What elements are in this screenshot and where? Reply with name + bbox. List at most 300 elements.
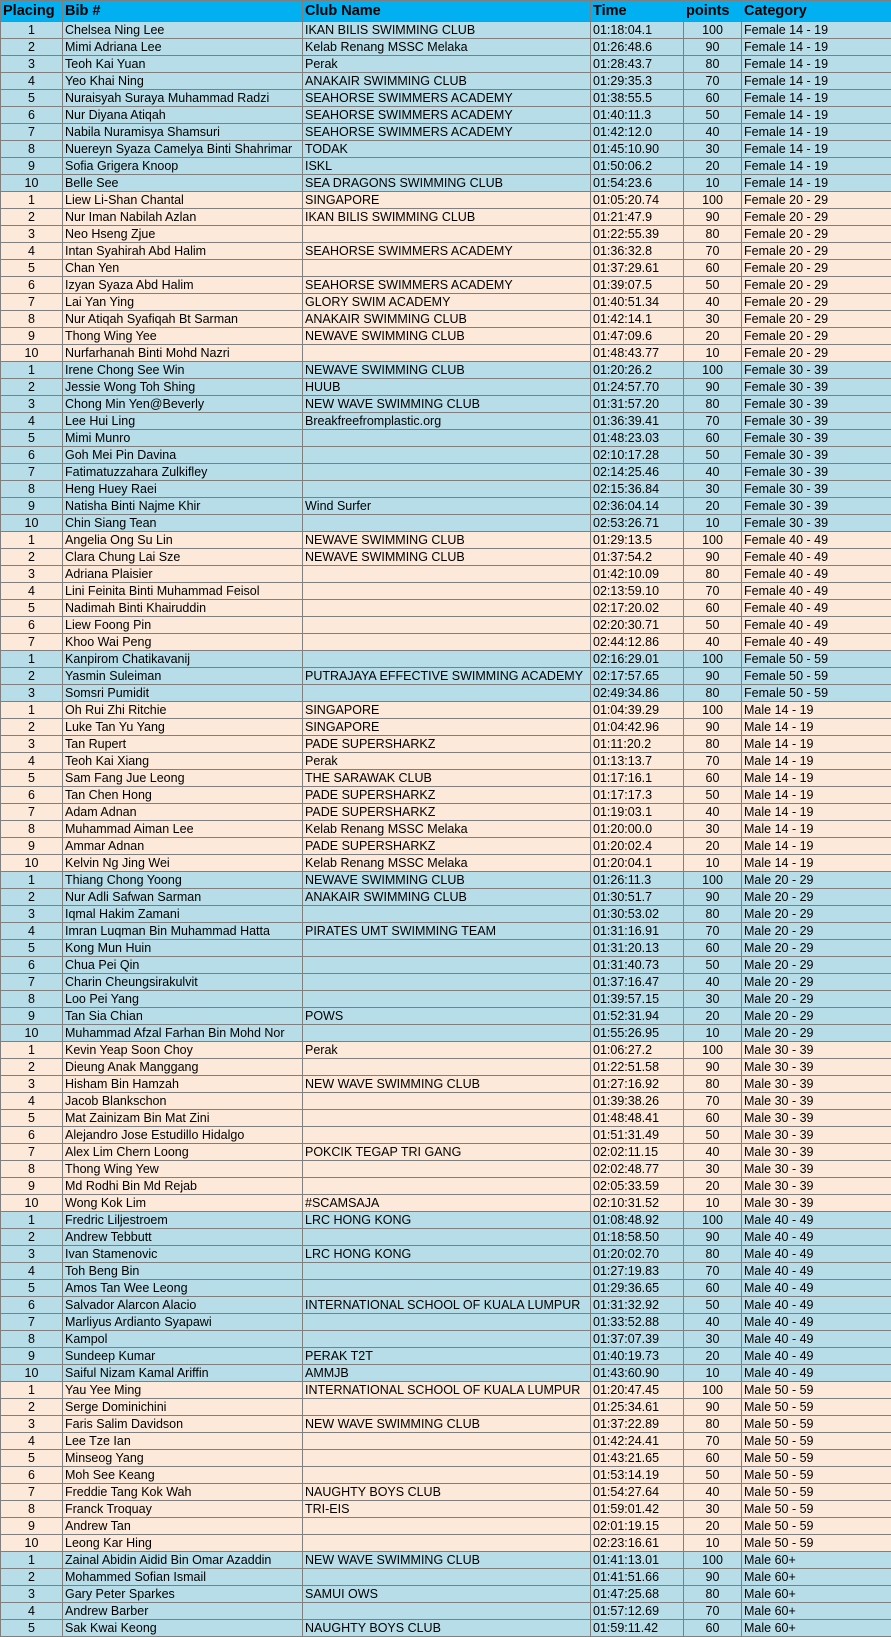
name-cell: Mohammed Sofian Ismail <box>63 1569 303 1586</box>
table-row <box>1 90 891 107</box>
table-row <box>1 413 891 430</box>
category-cell: Female 20 - 29 <box>742 311 891 328</box>
placing-cell: 1 <box>1 702 63 719</box>
club-cell: NEWAVE SWIMMING CLUB <box>303 872 591 889</box>
table-row <box>1 1263 891 1280</box>
time-cell: 01:31:20.13 <box>591 940 684 957</box>
points-cell: 70 <box>684 1263 742 1280</box>
time-cell: 01:29:36.65 <box>591 1280 684 1297</box>
time-cell: 01:41:13.01 <box>591 1552 684 1569</box>
placing-cell: 4 <box>1 1603 63 1620</box>
table-row <box>1 804 891 821</box>
name-cell: Andrew Tebbutt <box>63 1229 303 1246</box>
points-cell: 80 <box>684 56 742 73</box>
placing-cell: 8 <box>1 141 63 158</box>
table-row <box>1 328 891 345</box>
category-cell: Female 20 - 29 <box>742 209 891 226</box>
name-cell: Khoo Wai Peng <box>63 634 303 651</box>
table-row <box>1 515 891 532</box>
name-cell: Oh Rui Zhi Ritchie <box>63 702 303 719</box>
table-row <box>1 1467 891 1484</box>
name-cell: Franck Troquay <box>63 1501 303 1518</box>
time-cell: 01:20:00.0 <box>591 821 684 838</box>
time-cell: 02:36:04.14 <box>591 498 684 515</box>
category-cell: Male 40 - 49 <box>742 1331 891 1348</box>
points-cell: 40 <box>684 124 742 141</box>
time-cell: 02:49:34.86 <box>591 685 684 702</box>
name-cell: Intan Syahirah Abd Halim <box>63 243 303 260</box>
club-cell <box>303 1535 591 1552</box>
category-cell: Male 30 - 39 <box>742 1195 891 1212</box>
points-cell: 50 <box>684 1127 742 1144</box>
table-row <box>1 464 891 481</box>
name-cell: Yasmin Suleiman <box>63 668 303 685</box>
table-row <box>1 158 891 175</box>
time-cell: 01:17:17.3 <box>591 787 684 804</box>
points-cell: 90 <box>684 39 742 56</box>
category-cell: Male 50 - 59 <box>742 1467 891 1484</box>
club-cell: NAUGHTY BOYS CLUB <box>303 1620 591 1637</box>
category-cell: Male 40 - 49 <box>742 1229 891 1246</box>
time-cell: 01:18:58.50 <box>591 1229 684 1246</box>
placing-cell: 7 <box>1 974 63 991</box>
category-cell: Female 30 - 39 <box>742 515 891 532</box>
club-cell: NEW WAVE SWIMMING CLUB <box>303 1552 591 1569</box>
points-cell: 80 <box>684 1416 742 1433</box>
category-cell: Male 50 - 59 <box>742 1382 891 1399</box>
name-cell: Kelvin Ng Jing Wei <box>63 855 303 872</box>
name-cell: Clara Chung Lai Sze <box>63 549 303 566</box>
name-cell: Nur Adli Safwan Sarman <box>63 889 303 906</box>
club-cell: SEAHORSE SWIMMERS ACADEMY <box>303 90 591 107</box>
club-cell: NAUGHTY BOYS CLUB <box>303 1484 591 1501</box>
time-cell: 01:39:57.15 <box>591 991 684 1008</box>
club-cell <box>303 634 591 651</box>
time-cell: 01:36:39.41 <box>591 413 684 430</box>
time-cell: 02:14:25.46 <box>591 464 684 481</box>
category-cell: Female 30 - 39 <box>742 413 891 430</box>
name-cell: Md Rodhi Bin Md Rejab <box>63 1178 303 1195</box>
name-cell: Lai Yan Ying <box>63 294 303 311</box>
name-cell: Muhammad Aiman Lee <box>63 821 303 838</box>
points-cell: 30 <box>684 311 742 328</box>
table-row <box>1 1110 891 1127</box>
points-cell: 10 <box>684 515 742 532</box>
name-cell: Toh Beng Bin <box>63 1263 303 1280</box>
points-cell: 40 <box>684 634 742 651</box>
placing-cell: 7 <box>1 634 63 651</box>
placing-cell: 5 <box>1 260 63 277</box>
placing-cell: 3 <box>1 226 63 243</box>
points-cell: 100 <box>684 532 742 549</box>
category-cell: Male 40 - 49 <box>742 1297 891 1314</box>
header-placing: Placing <box>1 1 63 22</box>
placing-cell: 2 <box>1 889 63 906</box>
club-cell: SEA DRAGONS SWIMMING CLUB <box>303 175 591 192</box>
table-row <box>1 260 891 277</box>
table-row <box>1 770 891 787</box>
points-cell: 20 <box>684 838 742 855</box>
time-cell: 01:36:32.8 <box>591 243 684 260</box>
points-cell: 70 <box>684 1093 742 1110</box>
time-cell: 01:51:31.49 <box>591 1127 684 1144</box>
time-cell: 01:26:48.6 <box>591 39 684 56</box>
placing-cell: 3 <box>1 1246 63 1263</box>
points-cell: 10 <box>684 1195 742 1212</box>
time-cell: 01:11:20.2 <box>591 736 684 753</box>
time-cell: 01:53:14.19 <box>591 1467 684 1484</box>
name-cell: Kevin Yeap Soon Choy <box>63 1042 303 1059</box>
points-cell: 100 <box>684 872 742 889</box>
placing-cell: 9 <box>1 328 63 345</box>
name-cell: Chong Min Yen@Beverly <box>63 396 303 413</box>
time-cell: 01:37:07.39 <box>591 1331 684 1348</box>
table-row <box>1 1586 891 1603</box>
name-cell: Goh Mei Pin Davina <box>63 447 303 464</box>
name-cell: Amos Tan Wee Leong <box>63 1280 303 1297</box>
table-row <box>1 736 891 753</box>
placing-cell: 1 <box>1 362 63 379</box>
placing-cell: 2 <box>1 1229 63 1246</box>
category-cell: Female 20 - 29 <box>742 345 891 362</box>
points-cell: 40 <box>684 974 742 991</box>
table-row <box>1 1348 891 1365</box>
category-cell: Male 20 - 29 <box>742 1025 891 1042</box>
name-cell: Chua Pei Qin <box>63 957 303 974</box>
table-row <box>1 1484 891 1501</box>
points-cell: 30 <box>684 991 742 1008</box>
name-cell: Irene Chong See Win <box>63 362 303 379</box>
table-row <box>1 39 891 56</box>
time-cell: 01:37:22.89 <box>591 1416 684 1433</box>
table-row <box>1 1093 891 1110</box>
time-cell: 01:22:51.58 <box>591 1059 684 1076</box>
category-cell: Male 14 - 19 <box>742 719 891 736</box>
time-cell: 02:44:12.86 <box>591 634 684 651</box>
placing-cell: 4 <box>1 583 63 600</box>
table-row <box>1 1059 891 1076</box>
placing-cell: 3 <box>1 1586 63 1603</box>
placing-cell: 4 <box>1 1093 63 1110</box>
name-cell: Charin Cheungsirakulvit <box>63 974 303 991</box>
points-cell: 50 <box>684 447 742 464</box>
club-cell <box>303 1178 591 1195</box>
name-cell: Marliyus Ardianto Syapawi <box>63 1314 303 1331</box>
points-cell: 90 <box>684 1059 742 1076</box>
club-cell <box>303 1518 591 1535</box>
club-cell: Kelab Renang MSSC Melaka <box>303 821 591 838</box>
points-cell: 70 <box>684 1603 742 1620</box>
placing-cell: 5 <box>1 770 63 787</box>
name-cell: Liew Foong Pin <box>63 617 303 634</box>
category-cell: Female 14 - 19 <box>742 175 891 192</box>
club-cell <box>303 345 591 362</box>
club-cell: Breakfreefromplastic.org <box>303 413 591 430</box>
time-cell: 01:40:51.34 <box>591 294 684 311</box>
club-cell: NEWAVE SWIMMING CLUB <box>303 549 591 566</box>
time-cell: 01:17:16.1 <box>591 770 684 787</box>
name-cell: Gary Peter Sparkes <box>63 1586 303 1603</box>
points-cell: 10 <box>684 855 742 872</box>
category-cell: Female 50 - 59 <box>742 685 891 702</box>
points-cell: 100 <box>684 1552 742 1569</box>
category-cell: Male 30 - 39 <box>742 1059 891 1076</box>
name-cell: Imran Luqman Bin Muhammad Hatta <box>63 923 303 940</box>
name-cell: Ammar Adnan <box>63 838 303 855</box>
category-cell: Male 50 - 59 <box>742 1501 891 1518</box>
name-cell: Mimi Adriana Lee <box>63 39 303 56</box>
points-cell: 60 <box>684 770 742 787</box>
table-row <box>1 1501 891 1518</box>
club-cell: LRC HONG KONG <box>303 1246 591 1263</box>
club-cell: ANAKAIR SWIMMING CLUB <box>303 889 591 906</box>
time-cell: 01:30:51.7 <box>591 889 684 906</box>
table-row <box>1 1518 891 1535</box>
category-cell: Male 14 - 19 <box>742 770 891 787</box>
category-cell: Female 14 - 19 <box>742 107 891 124</box>
placing-cell: 3 <box>1 685 63 702</box>
club-cell: NEWAVE SWIMMING CLUB <box>303 328 591 345</box>
time-cell: 01:31:32.92 <box>591 1297 684 1314</box>
table-row <box>1 175 891 192</box>
name-cell: Hisham Bin Hamzah <box>63 1076 303 1093</box>
club-cell: TODAK <box>303 141 591 158</box>
points-cell: 80 <box>684 566 742 583</box>
category-cell: Female 20 - 29 <box>742 243 891 260</box>
club-cell: POKCIK TEGAP TRI GANG <box>303 1144 591 1161</box>
placing-cell: 9 <box>1 1008 63 1025</box>
club-cell <box>303 1025 591 1042</box>
name-cell: Sam Fang Jue Leong <box>63 770 303 787</box>
placing-cell: 1 <box>1 1552 63 1569</box>
points-cell: 20 <box>684 1518 742 1535</box>
placing-cell: 10 <box>1 1535 63 1552</box>
points-cell: 100 <box>684 651 742 668</box>
name-cell: Heng Huey Raei <box>63 481 303 498</box>
time-cell: 01:27:16.92 <box>591 1076 684 1093</box>
points-cell: 60 <box>684 1110 742 1127</box>
club-cell <box>303 1603 591 1620</box>
table-row <box>1 1229 891 1246</box>
placing-cell: 7 <box>1 1314 63 1331</box>
club-cell: PIRATES UMT SWIMMING TEAM <box>303 923 591 940</box>
time-cell: 02:20:30.71 <box>591 617 684 634</box>
placing-cell: 5 <box>1 1620 63 1637</box>
club-cell: SEAHORSE SWIMMERS ACADEMY <box>303 124 591 141</box>
club-cell <box>303 1093 591 1110</box>
name-cell: Tan Sia Chian <box>63 1008 303 1025</box>
category-cell: Female 40 - 49 <box>742 532 891 549</box>
placing-cell: 10 <box>1 1025 63 1042</box>
category-cell: Female 14 - 19 <box>742 39 891 56</box>
points-cell: 80 <box>684 906 742 923</box>
table-row <box>1 1450 891 1467</box>
club-cell <box>303 481 591 498</box>
placing-cell: 8 <box>1 1331 63 1348</box>
time-cell: 01:59:01.42 <box>591 1501 684 1518</box>
table-row <box>1 1535 891 1552</box>
category-cell: Female 40 - 49 <box>742 600 891 617</box>
club-cell: SINGAPORE <box>303 719 591 736</box>
club-cell <box>303 906 591 923</box>
time-cell: 01:39:07.5 <box>591 277 684 294</box>
category-cell: Female 20 - 29 <box>742 260 891 277</box>
club-cell: SINGAPORE <box>303 702 591 719</box>
header-club-name: Club Name <box>303 1 591 22</box>
time-cell: 01:47:09.6 <box>591 328 684 345</box>
category-cell: Male 30 - 39 <box>742 1161 891 1178</box>
club-cell: INTERNATIONAL SCHOOL OF KUALA LUMPUR <box>303 1297 591 1314</box>
club-cell <box>303 617 591 634</box>
placing-cell: 1 <box>1 651 63 668</box>
placing-cell: 4 <box>1 413 63 430</box>
table-row <box>1 209 891 226</box>
header-category: Category <box>742 1 891 22</box>
club-cell: Perak <box>303 1042 591 1059</box>
table-row <box>1 1008 891 1025</box>
name-cell: Teoh Kai Xiang <box>63 753 303 770</box>
points-cell: 30 <box>684 1331 742 1348</box>
placing-cell: 8 <box>1 311 63 328</box>
points-cell: 90 <box>684 1399 742 1416</box>
points-cell: 40 <box>684 804 742 821</box>
category-cell: Male 20 - 29 <box>742 991 891 1008</box>
points-cell: 90 <box>684 1229 742 1246</box>
time-cell: 02:02:11.15 <box>591 1144 684 1161</box>
name-cell: Kampol <box>63 1331 303 1348</box>
placing-cell: 7 <box>1 124 63 141</box>
table-row <box>1 1433 891 1450</box>
placing-cell: 2 <box>1 209 63 226</box>
club-cell <box>303 600 591 617</box>
table-row <box>1 787 891 804</box>
points-cell: 80 <box>684 396 742 413</box>
category-cell: Male 50 - 59 <box>742 1484 891 1501</box>
club-cell <box>303 1569 591 1586</box>
club-cell: ANAKAIR SWIMMING CLUB <box>303 311 591 328</box>
placing-cell: 1 <box>1 22 63 39</box>
points-cell: 90 <box>684 668 742 685</box>
time-cell: 01:40:19.73 <box>591 1348 684 1365</box>
points-cell: 50 <box>684 277 742 294</box>
table-row <box>1 719 891 736</box>
time-cell: 02:53:26.71 <box>591 515 684 532</box>
category-cell: Female 30 - 39 <box>742 396 891 413</box>
time-cell: 01:41:51.66 <box>591 1569 684 1586</box>
club-cell: SEAHORSE SWIMMERS ACADEMY <box>303 107 591 124</box>
points-cell: 30 <box>684 1501 742 1518</box>
club-cell: PADE SUPERSHARKZ <box>303 736 591 753</box>
name-cell: Nuereyn Syaza Camelya Binti Shahrimar <box>63 141 303 158</box>
club-cell <box>303 1229 591 1246</box>
name-cell: Salvador Alarcon Alacio <box>63 1297 303 1314</box>
club-cell <box>303 1280 591 1297</box>
club-cell <box>303 515 591 532</box>
club-cell: Perak <box>303 56 591 73</box>
category-cell: Male 40 - 49 <box>742 1246 891 1263</box>
header-bib: Bib # <box>63 1 303 22</box>
time-cell: 01:20:47.45 <box>591 1382 684 1399</box>
table-row <box>1 566 891 583</box>
time-cell: 01:43:21.65 <box>591 1450 684 1467</box>
placing-cell: 10 <box>1 175 63 192</box>
club-cell: PERAK T2T <box>303 1348 591 1365</box>
table-row <box>1 362 891 379</box>
club-cell <box>303 226 591 243</box>
points-cell: 70 <box>684 413 742 430</box>
points-cell: 10 <box>684 1025 742 1042</box>
club-cell: IKAN BILIS SWIMMING CLUB <box>303 22 591 39</box>
points-cell: 100 <box>684 362 742 379</box>
points-cell: 10 <box>684 1365 742 1382</box>
club-cell: SAMUI OWS <box>303 1586 591 1603</box>
placing-cell: 6 <box>1 107 63 124</box>
points-cell: 80 <box>684 685 742 702</box>
table-row <box>1 345 891 362</box>
placing-cell: 5 <box>1 1450 63 1467</box>
placing-cell: 3 <box>1 906 63 923</box>
time-cell: 01:38:55.5 <box>591 90 684 107</box>
header-time: Time <box>591 1 684 22</box>
time-cell: 01:48:48.41 <box>591 1110 684 1127</box>
category-cell: Female 30 - 39 <box>742 430 891 447</box>
placing-cell: 10 <box>1 515 63 532</box>
name-cell: Alex Lim Chern Loong <box>63 1144 303 1161</box>
points-cell: 30 <box>684 821 742 838</box>
time-cell: 01:20:04.1 <box>591 855 684 872</box>
table-row <box>1 838 891 855</box>
name-cell: Serge Dominichini <box>63 1399 303 1416</box>
name-cell: Saiful Nizam Kamal Ariffin <box>63 1365 303 1382</box>
category-cell: Male 60+ <box>742 1586 891 1603</box>
table-row <box>1 1178 891 1195</box>
placing-cell: 1 <box>1 872 63 889</box>
name-cell: Nuraisyah Suraya Muhammad Radzi <box>63 90 303 107</box>
category-cell: Female 14 - 19 <box>742 141 891 158</box>
club-cell <box>303 1263 591 1280</box>
points-cell: 20 <box>684 158 742 175</box>
category-cell: Male 20 - 29 <box>742 974 891 991</box>
name-cell: Tan Rupert <box>63 736 303 753</box>
placing-cell: 6 <box>1 1127 63 1144</box>
table-row <box>1 379 891 396</box>
name-cell: Chan Yen <box>63 260 303 277</box>
category-cell: Female 50 - 59 <box>742 651 891 668</box>
time-cell: 01:31:57.20 <box>591 396 684 413</box>
category-cell: Female 30 - 39 <box>742 464 891 481</box>
points-cell: 80 <box>684 1586 742 1603</box>
placing-cell: 6 <box>1 787 63 804</box>
name-cell: Yau Yee Ming <box>63 1382 303 1399</box>
time-cell: 02:15:36.84 <box>591 481 684 498</box>
time-cell: 02:05:33.59 <box>591 1178 684 1195</box>
name-cell: Kanpirom Chatikavanij <box>63 651 303 668</box>
placing-cell: 2 <box>1 379 63 396</box>
time-cell: 02:10:17.28 <box>591 447 684 464</box>
points-cell: 70 <box>684 243 742 260</box>
name-cell: Ivan Stamenovic <box>63 1246 303 1263</box>
points-cell: 60 <box>684 940 742 957</box>
points-cell: 30 <box>684 1161 742 1178</box>
club-cell: Kelab Renang MSSC Melaka <box>303 855 591 872</box>
time-cell: 01:47:25.68 <box>591 1586 684 1603</box>
placing-cell: 1 <box>1 532 63 549</box>
name-cell: Mimi Munro <box>63 430 303 447</box>
name-cell: Jacob Blankschon <box>63 1093 303 1110</box>
name-cell: Thong Wing Yee <box>63 328 303 345</box>
placing-cell: 5 <box>1 1110 63 1127</box>
table-row <box>1 1365 891 1382</box>
